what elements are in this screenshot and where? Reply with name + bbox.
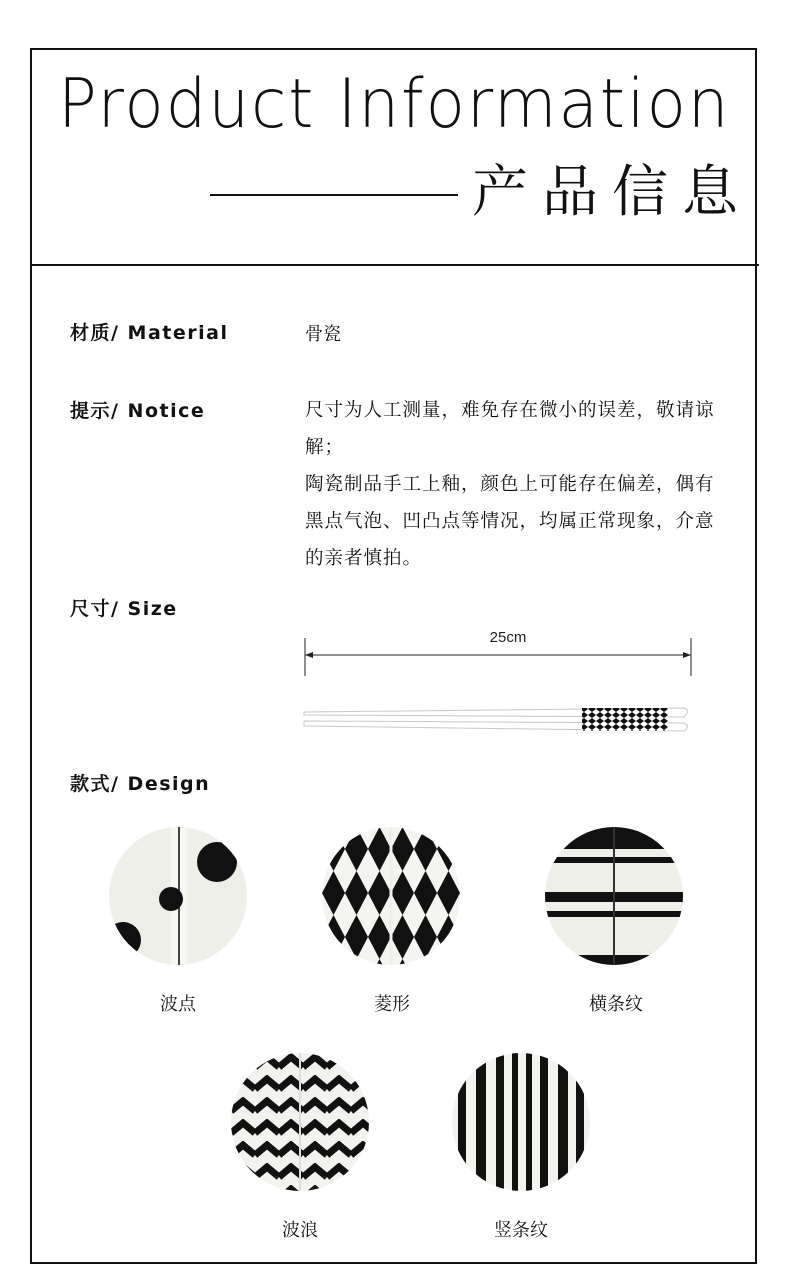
notice-text	[305, 392, 730, 577]
pattern-swatch-diamond	[322, 827, 460, 965]
title-rule	[210, 194, 458, 196]
design-name-waves: 波浪	[282, 1220, 318, 1241]
notice-label: 提示/ Notice	[70, 400, 206, 422]
dimension-arrow-left	[305, 652, 313, 658]
size-label: 尺寸/ Size	[70, 598, 178, 620]
design-name-dots: 波点	[160, 994, 196, 1015]
design-name-vertical-stripes: 竖条纹	[494, 1220, 548, 1241]
pattern-swatch-waves	[231, 1053, 369, 1191]
pattern-swatch-horizontal-stripes	[545, 827, 683, 965]
pattern-swatch-vertical-stripes	[452, 1053, 590, 1191]
dimension-arrow-right	[683, 652, 691, 658]
notice-paragraph: 陶瓷制品手工上釉，颜色上可能存在偏差，偶有黑点气泡、凹凸点等情况，均属正常现象，介意的亲者慎拍。	[305, 474, 715, 569]
title-chinese: 产品信息	[472, 160, 752, 225]
material-label: 材质/ Material	[70, 322, 229, 344]
header-divider	[30, 264, 759, 266]
design-label: 款式/ Design	[70, 773, 211, 795]
pattern-swatch-dots	[109, 827, 247, 965]
design-name-diamond: 菱形	[374, 994, 410, 1015]
size-measurement: 25cm	[489, 629, 527, 646]
design-name-horizontal-stripes: 横条纹	[589, 994, 643, 1015]
chopstick-illustration	[304, 708, 688, 731]
notice-paragraph: 尺寸为人工测量，难免存在微小的误差，敬请谅解；	[305, 400, 715, 458]
material-value: 骨瓷	[305, 324, 341, 345]
size-diagram	[300, 622, 700, 742]
title-english: Product Information	[58, 65, 731, 144]
chopstick-dimension-diagram	[300, 622, 700, 742]
